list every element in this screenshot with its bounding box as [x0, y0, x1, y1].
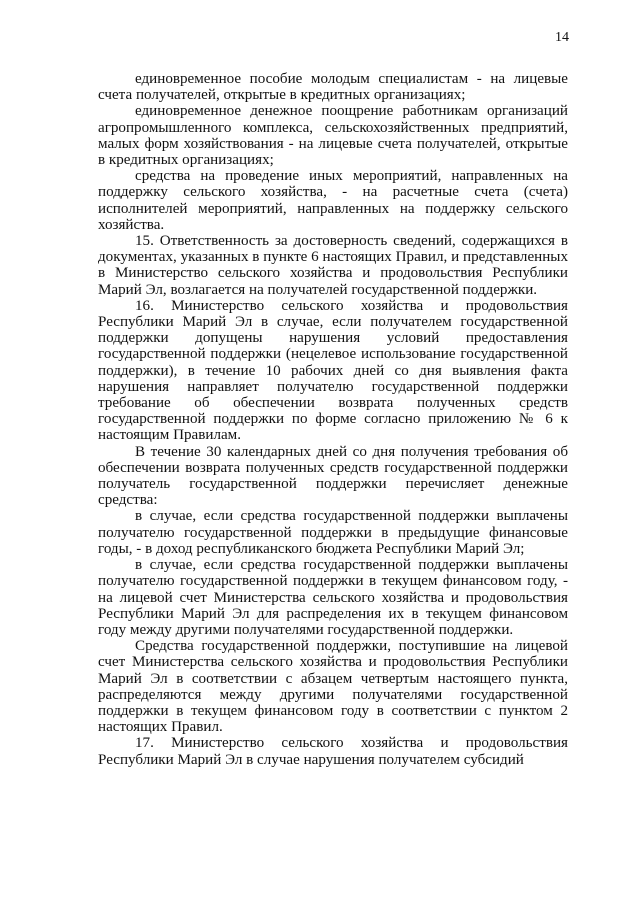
paragraph-previous-years: в случае, если средства государственной поддержки выплачены получателю государственной поддержки в предыдущие финансовые годы, - в доход республиканского бюджета Республики Марий Эл;: [98, 508, 568, 557]
paragraph-current-year: в случае, если средства государственной поддержки выплачены получателю государственной поддержки в текущем финансовом году, - на лицевой счет Министерства сельского хозяйства и продовольствия Республики Марий Эл для распределения их в текущем финансовом году между другими получателями государственной поддержки.: [98, 557, 568, 638]
paragraph-allowance-young-specialists: единовременное пособие молодым специалистам - на лицевые счета получателей, открытые в кредитных организациях;: [98, 71, 568, 104]
paragraph-clause-16: 16. Министерство сельского хозяйства и продовольствия Республики Марий Эл в случае, если получателем государственной поддержки допущены нарушения условий предоставления государственной поддержки (нецелевое использование государственной поддержки), в течение 10 рабочих дней со дня выявления факта нарушения направляет получателю государственной поддержки требование об обеспечении возврата полученных средств государственной поддержки по форме согласно приложению № 6 к настоящим Правилам.: [98, 297, 568, 444]
paragraph-clause-17: 17. Министерство сельского хозяйства и продовольствия Республики Марий Эл в случае нарушения получателем субсидий: [98, 735, 568, 768]
paragraph-redistribution: Средства государственной поддержки, поступившие на лицевой счет Министерства сельского хозяйства и продовольствия Республики Марий Эл в соответствии с абзацем четвертым настоящего пункта, распределяются между другими получателями государственной поддержки в текущем финансовом году в соответствии с пунктом 2 настоящих Правил.: [98, 638, 568, 736]
paragraph-return-deadline: В течение 30 календарных дней со дня получения требования об обеспечении возврата полученных средств государственной поддержки получатель государственной поддержки перечисляет денежные средства:: [98, 443, 568, 509]
document-body: [98, 71, 568, 768]
paragraph-clause-15: 15. Ответственность за достоверность сведений, содержащихся в документах, указанных в пункте 6 настоящих Правил, и представленных в Министерство сельского хозяйства и продовольствия Республики Марий Эл, возлагается на получателей государственной поддержки.: [98, 233, 568, 298]
paragraph-other-measures: средства на проведение иных мероприятий, направленных на поддержку сельского хозяйства, - на расчетные счета (счета) исполнителей мероприятий, направленных на поддержку сельского хозяйства.: [98, 168, 568, 233]
paragraph-cash-bonus: единовременное денежное поощрение работникам организаций агропромышленного комплекса, сельскохозяйственных предприятий, малых форм хозяйствования - на лицевые счета получателей, открытые в кредитных организациях;: [98, 103, 568, 169]
page-number: 14: [555, 30, 569, 45]
